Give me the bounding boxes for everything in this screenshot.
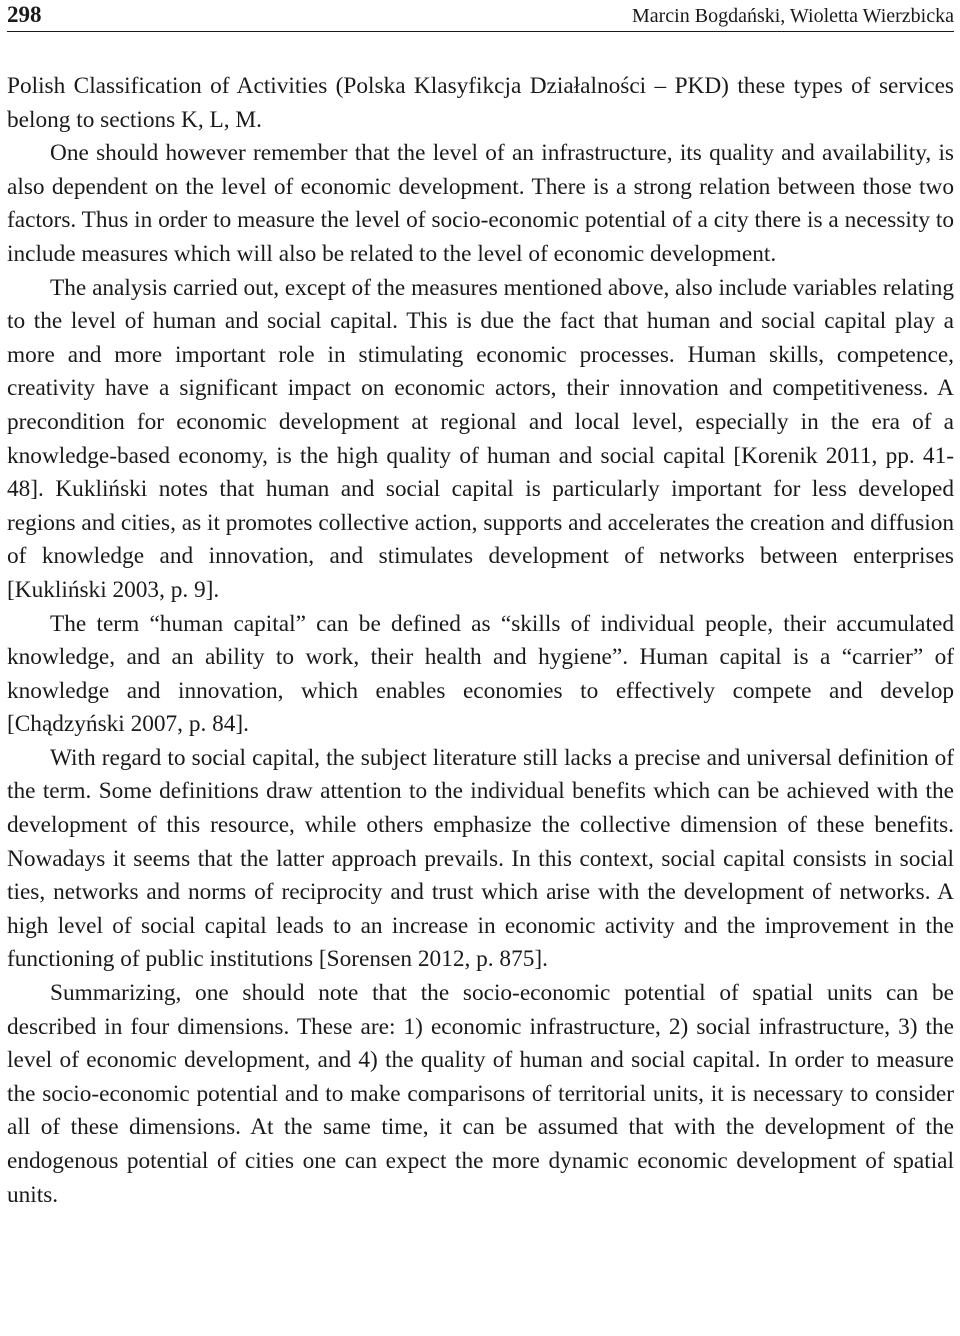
body-text xyxy=(7,70,954,1212)
paragraph-analysis: The analysis carried out, except of the measures mentioned above, also include variables relating to the level of human and social capital. This is due the fact that human and social capital play a more and more important role in stimulating economic processes. Human skills, competence, creativity have a significant impact on economic actors, their innovation and competitiveness. A precondition for economic development at regional and local level, especially in the era of a knowledge-based economy, is the high quality of human and social capital [Korenik 2011, pp. 41-48]. Kukliński notes that human and social capital is particularly important for less developed regions and cities, as it promotes collective action, supports and accelerates the creation and diffusion of knowledge and innovation, and stimulates development of networks between enterprises [Kukliński 2003, p. 9]. xyxy=(7,274,954,603)
paragraph-human-capital: The term “human capital” can be defined as “skills of individual people, their accumulated knowledge, and an ability to work, their health and hygiene”. Human capital is a “carrier” of knowledge and innovation, which enables economies to effectively compete and develop [Chądzyński 2007, p. 84]. xyxy=(7,610,954,738)
paragraph-summary: Summarizing, one should note that the socio-economic potential of spatial units can be described in four dimensions. These are: 1) economic infrastructure, 2) social infrastructure, 3) the level of economic development, and 4) the quality of human and social capital. In order to measure the socio-economic potential and to make comparisons of territorial units, it is necessary to consider all of these dimensions. At the same time, it can be assumed that with the development of the endogenous potential of cities one can expect the more dynamic economic development of spatial units. xyxy=(7,980,954,1208)
paragraph-infrastructure: One should however remember that the level of an infrastructure, its quality and availability, is also dependent on the level of economic development. There is a strong relation between those two factors. Thus in order to measure the level of socio-economic potential of a city there is a necessity to include measures which will also be related to the level of economic development. xyxy=(7,140,954,267)
running-head-authors: Marcin Bogdański, Wioletta Wierzbicka xyxy=(631,5,954,27)
paragraph-continuation: Polish Classification of Activities (Polska Klasyfikcja Działalności – PKD) these types of services belong to sections K, L, M. xyxy=(7,73,954,133)
paragraph-social-capital: With regard to social capital, the subject literature still lacks a precise and universal definition of the term. Some definitions draw attention to the individual benefits which can be achieved with the development of this resource, while others emphasize the collective dimension of these benefits. Nowadays it seems that the latter approach prevails. In this context, social capital consists in social ties, networks and norms of reciprocity and trust which arise with the development of networks. A high level of social capital leads to an increase in economic activity and the improvement in the functioning of public institutions [Sorensen 2012, p. 875]. xyxy=(7,744,954,973)
page-number: 298 xyxy=(7,2,42,27)
page-header xyxy=(7,0,954,32)
